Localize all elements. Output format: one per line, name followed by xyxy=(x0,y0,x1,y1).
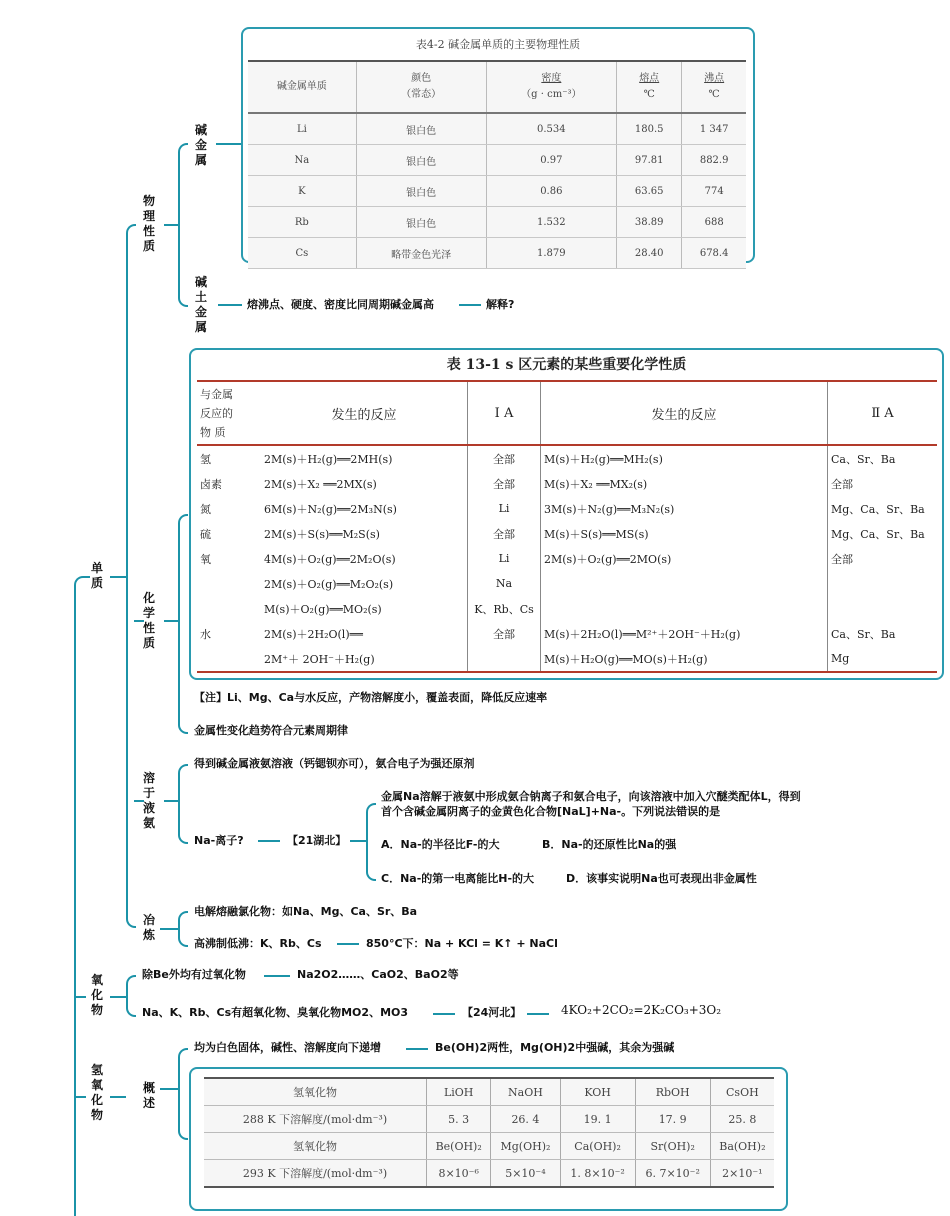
table-cell: 氢氧化物 xyxy=(204,1078,427,1106)
table-cell: 全部 xyxy=(828,471,938,496)
t42-header-cell: 密度 （g · cm⁻³） xyxy=(486,61,617,113)
table-cell: 水 xyxy=(200,627,211,641)
table-cell: 38.89 xyxy=(617,207,682,238)
table-cell: 28.40 xyxy=(617,238,682,269)
hydroxide-table xyxy=(204,1077,774,1188)
table-row xyxy=(197,571,937,596)
option-c: C．Na-的第一电离能比H-的大 xyxy=(381,872,535,885)
table-cell xyxy=(541,571,828,596)
table-row xyxy=(197,621,937,646)
table-cell: Be(OH)₂ xyxy=(427,1133,491,1160)
table-cell: 17. 9 xyxy=(635,1106,710,1133)
t42-header-cell: 沸点 ℃ xyxy=(682,61,746,113)
option-d: D．该事实说明Na也可表现出非金属性 xyxy=(566,872,757,885)
option-b: B．Na-的还原性比Na的强 xyxy=(542,838,677,851)
table-cell: 氧 xyxy=(200,552,211,566)
node-smelting: 冶炼 xyxy=(142,913,155,942)
table-cell: 2M(s)＋2H₂O(l)══ xyxy=(264,627,363,641)
t42-header-cell: 碱金属单质 xyxy=(248,61,356,113)
table-cell: M(s)＋X₂ ══MX₂(s) xyxy=(541,471,828,496)
oxide-connector-1 xyxy=(264,975,290,977)
superoxide-equation: 4KO₂+2CO₂=2K₂CO₃+3O₂ xyxy=(561,1003,722,1017)
table-cell: 288 K 下溶解度/(mol·dm⁻³) xyxy=(204,1106,427,1133)
table-row xyxy=(197,646,937,672)
smelting-line1: 电解熔融氯化物：如Na、Mg、Ca、Sr、Ba xyxy=(194,905,418,918)
gaishu-bracket xyxy=(178,1048,188,1140)
table-cell: 全部 xyxy=(468,521,541,546)
t131-header-cell: Ⅱ A xyxy=(828,381,938,445)
table-cell: 2M(s)＋O₂(g)══M₂O₂(s) xyxy=(264,577,394,591)
table-cell xyxy=(197,596,261,621)
table-row xyxy=(197,546,937,571)
yelian-bracket xyxy=(178,911,188,947)
oxide-connector xyxy=(110,996,126,998)
table-row xyxy=(204,1078,774,1106)
table-cell: Na xyxy=(248,145,356,176)
table-13-1-header xyxy=(197,381,937,445)
table-cell: Mg xyxy=(828,646,938,672)
na-ion-connector xyxy=(258,840,280,842)
table-cell: K、Rb、Cs xyxy=(468,596,541,621)
table-cell: 银白色 xyxy=(356,145,486,176)
table-cell: Mg、Ca、Sr、Ba xyxy=(828,521,938,546)
question-line2: 首个含碱金属阴离子的金黄色化合物[NaL]+Na-。下列说法错误的是 xyxy=(381,805,721,818)
table-cell: 688 xyxy=(682,207,746,238)
table-cell: 全部 xyxy=(828,546,938,571)
table-cell: Rb xyxy=(248,207,356,238)
explain-connector xyxy=(459,304,481,306)
table-cell: Li xyxy=(468,496,541,521)
table-cell: Mg、Ca、Sr、Ba xyxy=(828,496,938,521)
table-cell: 6. 7×10⁻² xyxy=(635,1160,710,1188)
table-cell: 1.532 xyxy=(486,207,617,238)
oxide-line2a: Na、K、Rb、Cs有超氧化物、臭氧化物MO2、MO3 xyxy=(142,1006,409,1019)
table-cell: 293 K 下溶解度/(mol·dm⁻³) xyxy=(204,1160,427,1188)
table-cell: 2M(s)＋H₂(g)══2MH(s) xyxy=(264,452,393,466)
table-cell xyxy=(541,596,828,621)
chemical-note: 【注】Li、Mg、Ca与水反应，产物溶解度小，覆盖表面，降低反应速率 xyxy=(194,691,548,704)
root-spine xyxy=(74,586,76,1216)
table-cell: 2M⁺＋ 2OH⁻＋H₂(g) xyxy=(264,652,375,666)
table-cell: 5×10⁻⁴ xyxy=(491,1160,560,1188)
table-cell xyxy=(828,571,938,596)
node-liquid-ammonia: 溶于液氨 xyxy=(142,771,155,830)
table-row xyxy=(197,521,937,546)
table-cell xyxy=(828,596,938,621)
chemical-trend: 金属性变化趋势符合元素周期律 xyxy=(194,724,348,737)
oxide-bracket xyxy=(126,975,136,1017)
wuli-bracket xyxy=(178,143,188,307)
smelting-connector xyxy=(337,943,359,945)
table-row xyxy=(248,238,746,269)
table-row xyxy=(197,471,937,496)
question-bracket xyxy=(366,803,376,881)
table-cell: Ca、Sr、Ba xyxy=(828,445,938,471)
table-cell: Cs xyxy=(248,238,356,269)
root-tick-hydroxide xyxy=(76,1096,86,1098)
node-hydroxide: 氢氧化物 xyxy=(90,1063,103,1122)
smelting-line2b: 850°C下：Na + KCl = K↑ + NaCl xyxy=(366,937,558,950)
table-cell: Sr(OH)₂ xyxy=(635,1133,710,1160)
table-row xyxy=(248,113,746,145)
ammonia-bracket xyxy=(178,764,188,844)
t131-header-cell: 与金属 反应的 物 质 xyxy=(197,381,261,445)
table-cell: 180.5 xyxy=(617,113,682,145)
table-cell: 1.879 xyxy=(486,238,617,269)
table-row xyxy=(204,1106,774,1133)
table-cell: M(s)＋S(s)══MS(s) xyxy=(541,521,828,546)
exam21-connector xyxy=(350,840,366,842)
table-cell: Mg(OH)₂ xyxy=(491,1133,560,1160)
table-row xyxy=(204,1133,774,1160)
table-cell: 1 347 xyxy=(682,113,746,145)
table-cell: KOH xyxy=(560,1078,635,1106)
table-cell: 26. 4 xyxy=(491,1106,560,1133)
smelting-line2a: 高沸制低沸：K、Rb、Cs xyxy=(194,937,322,950)
table-4-2-caption: 表4-2 碱金属单质的主要物理性质 xyxy=(415,38,581,51)
table-cell: 氢氧化物 xyxy=(204,1133,427,1160)
t42-header-cell: 颜色 （常态） xyxy=(356,61,486,113)
oxide-line1b: Na2O2……、CaO2、BaO2等 xyxy=(297,968,459,981)
hydroxide-summary-a: 均为白色固体，碱性、溶解度向下递增 xyxy=(194,1041,381,1054)
table-4-2-header xyxy=(248,61,746,113)
root-bracket-top xyxy=(74,576,86,592)
table-cell: 氢 xyxy=(200,452,211,466)
t131-header-cell: 发生的反应 xyxy=(261,381,468,445)
table-cell: 氮 xyxy=(200,502,211,516)
table-cell xyxy=(468,646,541,672)
node-oxide: 氧化物 xyxy=(90,973,103,1017)
table-cell: 银白色 xyxy=(356,113,486,145)
table-13-1-caption: 表 13-1 s 区元素的某些重要化学性质 xyxy=(446,357,687,373)
table-cell: M(s)＋H₂(g)══MH₂(s) xyxy=(541,445,828,471)
table-cell: Na xyxy=(468,571,541,596)
hydroxide-summary-b: Be(OH)2两性，Mg(OH)2中强碱，其余为强碱 xyxy=(435,1041,675,1054)
table-cell: 0.86 xyxy=(486,176,617,207)
table-row xyxy=(248,207,746,238)
table-cell: 2M(s)＋O₂(g)══2MO(s) xyxy=(541,546,828,571)
table-cell: NaOH xyxy=(491,1078,560,1106)
table-cell: 2M(s)＋S(s)══M₂S(s) xyxy=(264,527,380,541)
gaishu-connector xyxy=(160,1088,178,1090)
table-cell: 0.534 xyxy=(486,113,617,145)
table-13-1 xyxy=(197,380,937,673)
table-cell: 2×10⁻¹ xyxy=(710,1160,774,1188)
table-row xyxy=(248,176,746,207)
question-line1: 金属Na溶解于液氨中形成氨合钠离子和氨合电子，向该溶液中加入穴醚类配体L，得到 xyxy=(381,790,801,803)
node-danzhi: 单质 xyxy=(90,561,103,590)
root-tick-oxide xyxy=(76,996,86,998)
table-row xyxy=(204,1160,774,1188)
jianjinshu-connector xyxy=(216,143,242,145)
table-cell: Li xyxy=(248,113,356,145)
huaxue-bracket xyxy=(178,514,188,734)
table-row xyxy=(248,145,746,176)
yelian-connector xyxy=(160,928,178,930)
table-cell: 25. 8 xyxy=(710,1106,774,1133)
table-cell: 4M(s)＋O₂(g)══2M₂O(s) xyxy=(264,552,396,566)
table-cell: 硫 xyxy=(200,527,211,541)
table-cell: 全部 xyxy=(468,445,541,471)
table-cell: 8×10⁻⁶ xyxy=(427,1160,491,1188)
table-cell: 63.65 xyxy=(617,176,682,207)
table-cell: Ca(OH)₂ xyxy=(560,1133,635,1160)
table-cell: 5. 3 xyxy=(427,1106,491,1133)
node-physical-properties: 物理性质 xyxy=(142,194,155,253)
oxide-line1a: 除Be外均有过氧化物 xyxy=(142,968,246,981)
na-ion-question: Na-离子? xyxy=(194,834,244,847)
table-cell xyxy=(197,646,261,672)
table-row xyxy=(197,496,937,521)
table-row xyxy=(197,445,937,471)
wuli-connector xyxy=(164,224,178,226)
table-cell: 19. 1 xyxy=(560,1106,635,1133)
exam-21-hubei: 【21湖北】 xyxy=(287,834,347,847)
table-cell: Ca、Sr、Ba xyxy=(828,621,938,646)
ammonia-line1: 得到碱金属液氨溶液（钙锶钡亦可），氨合电子为强还原剂 xyxy=(194,757,475,770)
table-cell: K xyxy=(248,176,356,207)
hydroxide-connector xyxy=(110,1096,126,1098)
table-cell: 97.81 xyxy=(617,145,682,176)
table-cell: 6M(s)＋N₂(g)══2M₃N(s) xyxy=(264,502,397,516)
summary-connector xyxy=(406,1048,428,1050)
table-row xyxy=(197,596,937,621)
table-cell: 1. 8×10⁻² xyxy=(560,1160,635,1188)
t131-header-cell: Ⅰ A xyxy=(468,381,541,445)
explain-question: 解释? xyxy=(486,298,515,311)
alkaline-earth-note: 熔沸点、硬度、密度比同周期碱金属高 xyxy=(247,298,434,311)
oxide-connector-3 xyxy=(527,1013,549,1015)
table-cell: 882.9 xyxy=(682,145,746,176)
table-cell: Li xyxy=(468,546,541,571)
table-cell xyxy=(197,571,261,596)
table-cell: 卤素 xyxy=(200,477,222,491)
table-cell: 银白色 xyxy=(356,207,486,238)
table-cell: 银白色 xyxy=(356,176,486,207)
table-cell: 全部 xyxy=(468,471,541,496)
table-cell: M(s)＋O₂(g)══MO₂(s) xyxy=(264,602,382,616)
node-chemical-properties: 化学性质 xyxy=(142,591,155,650)
table-cell: 774 xyxy=(682,176,746,207)
table-cell: LiOH xyxy=(427,1078,491,1106)
table-cell: M(s)＋2H₂O(l)══M²⁺＋2OH⁻＋H₂(g) xyxy=(541,621,828,646)
node-alkaline-earth-metal: 碱土金属 xyxy=(194,275,207,334)
t42-header-cell: 熔点 ℃ xyxy=(617,61,682,113)
danzhi-bracket xyxy=(126,224,136,928)
exam-24-hebei: 【24河北】 xyxy=(462,1006,522,1019)
table-4-2 xyxy=(248,60,746,269)
oxide-connector-2 xyxy=(433,1013,455,1015)
table-cell: 3M(s)＋N₂(g)══M₃N₂(s) xyxy=(541,496,828,521)
table-cell: RbOH xyxy=(635,1078,710,1106)
table-cell: M(s)＋H₂O(g)══MO(s)＋H₂(g) xyxy=(541,646,828,672)
table-cell: 0.97 xyxy=(486,145,617,176)
danzhi-connector xyxy=(110,576,126,578)
jiantu-connector xyxy=(218,304,242,306)
node-alkali-metal: 碱金属 xyxy=(194,123,207,167)
table-cell: 全部 xyxy=(468,621,541,646)
table-cell: 2M(s)＋X₂ ══2MX(s) xyxy=(264,477,377,491)
t131-header-cell: 发生的反应 xyxy=(541,381,828,445)
option-a: A．Na-的半径比F-的大 xyxy=(381,838,500,851)
table-cell: 678.4 xyxy=(682,238,746,269)
node-overview: 概述 xyxy=(142,1081,155,1110)
table-cell: 略带金色光泽 xyxy=(356,238,486,269)
table-cell: CsOH xyxy=(710,1078,774,1106)
huaxue-connector xyxy=(164,620,178,622)
ammonia-connector xyxy=(164,800,178,802)
table-cell: Ba(OH)₂ xyxy=(710,1133,774,1160)
